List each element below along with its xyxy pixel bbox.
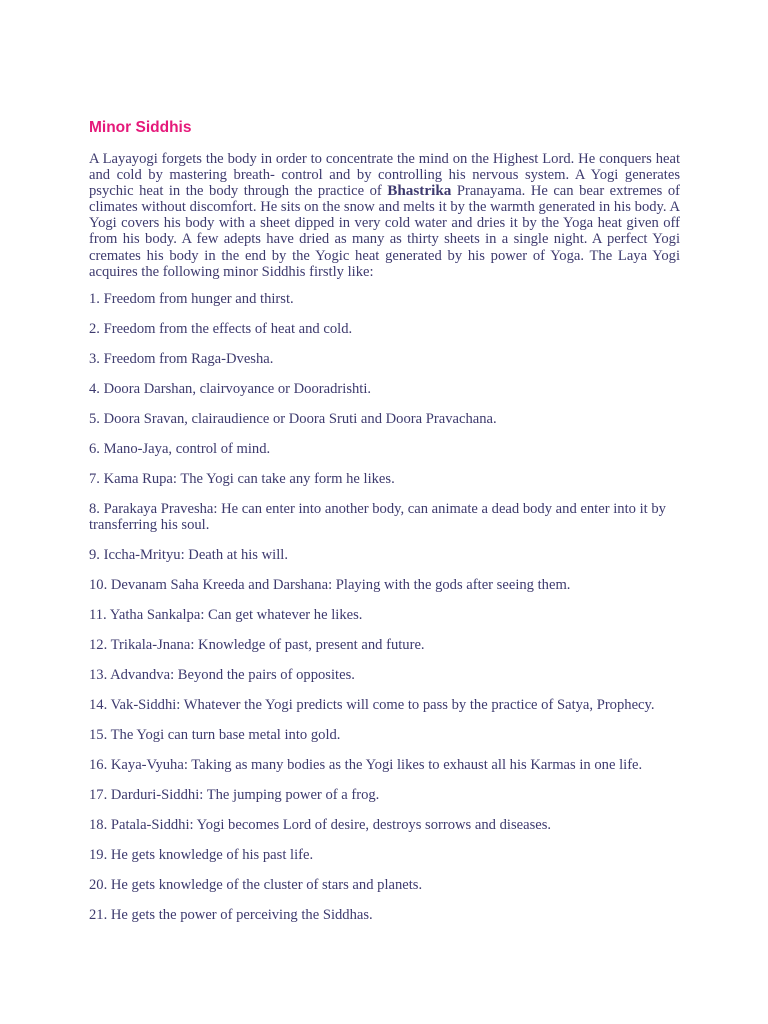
list-item: 2. Freedom from the effects of heat and cold. <box>89 320 353 337</box>
list-item: 15. The Yogi can turn base metal into gold. <box>89 726 341 743</box>
list-item: 10. Devanam Saha Kreeda and Darshana: Playing with the gods after seeing them. <box>89 576 571 593</box>
list-item: 17. Darduri-Siddhi: The jumping power of a frog. <box>89 786 380 803</box>
list-item: 13. Advandva: Beyond the pairs of opposites. <box>89 666 355 683</box>
list-item: 12. Trikala-Jnana: Knowledge of past, present and future. <box>89 636 425 653</box>
intro-text-end: Pranayama. He can bear extremes of climates without discomfort. He sits on the snow and melts it by the warmth generated in his body. A Yogi covers his body with a sheet dipped in very cold water and dries it by the Yoga heat given off from his body. A few adepts have dried as many as thirty sheets in a single night. A perfect Yogi cremates his body in the end by the Yogic heat generated by his power of Yoga. The Laya Yogi acquires the following minor Siddhis firstly like: <box>89 183 680 280</box>
list-item: 14. Vak-Siddhi: Whatever the Yogi predicts will come to pass by the practice of Satya, Prophecy. <box>89 696 655 713</box>
list-item: 9. Iccha-Mrityu: Death at his will. <box>89 546 288 563</box>
list-item: 4. Doora Darshan, clairvoyance or Dooradrishti. <box>89 380 372 397</box>
list-item: 7. Kama Rupa: The Yogi can take any form he likes. <box>89 470 395 487</box>
list-item: 20. He gets knowledge of the cluster of stars and planets. <box>89 876 423 893</box>
list-item: 6. Mano-Jaya, control of mind. <box>89 440 271 457</box>
intro-bold-term: Bhastrika <box>387 182 452 200</box>
list-item: 1. Freedom from hunger and thirst. <box>89 290 294 307</box>
intro-paragraph <box>89 151 680 280</box>
list-item: 18. Patala-Siddhi: Yogi becomes Lord of desire, destroys sorrows and diseases. <box>89 816 552 833</box>
list-item: 3. Freedom from Raga-Dvesha. <box>89 350 274 367</box>
list-item: 21. He gets the power of perceiving the Siddhas. <box>89 906 373 923</box>
list-item: 8. Parakaya Pravesha: He can enter into another body, can animate a dead body and enter into it by transferring his soul. <box>89 500 666 533</box>
section-heading: Minor Siddhis <box>89 119 192 136</box>
list-item: 16. Kaya-Vyuha: Taking as many bodies as the Yogi likes to exhaust all his Karmas in one life. <box>89 756 643 773</box>
list-item: 19. He gets knowledge of his past life. <box>89 846 314 863</box>
list-item: 5. Doora Sravan, clairaudience or Doora Sruti and Doora Pravachana. <box>89 410 497 427</box>
list-item: 11. Yatha Sankalpa: Can get whatever he likes. <box>89 606 363 623</box>
intro-text-start: A Layayogi forgets the body in order to concentrate the mind on the Highest Lord. He conquers heat and cold by mastering breath- control and by controlling his nervous system. A Yogi generates psychic heat in the body through the practice of <box>89 151 680 200</box>
siddhi-list <box>89 291 680 923</box>
